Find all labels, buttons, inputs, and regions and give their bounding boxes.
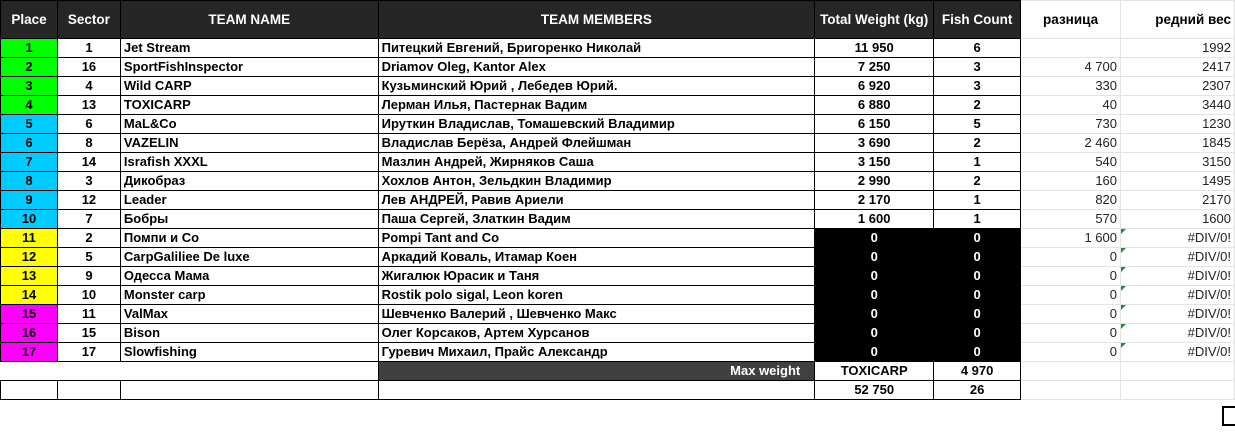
place-cell[interactable]: 17 [1,343,58,362]
header-avg-weight[interactable]: редний вес [1121,1,1235,39]
team-members-cell[interactable]: Хохлов Антон, Зельдкин Владимир [378,172,815,191]
header-row [1,1,1235,39]
total-weight-cell[interactable]: 0 [815,267,934,286]
error-indicator-icon [1121,305,1126,310]
table-row [1,210,1235,229]
total-weight-cell[interactable]: 6 880 [815,96,934,115]
avg-weight-cell[interactable] [1121,58,1235,77]
total-weight-cell[interactable]: 7 250 [815,58,934,77]
avg-weight-cell[interactable] [1121,115,1235,134]
header-sector[interactable]: Sector [57,1,120,39]
avg-weight-value: 2417 [1202,59,1231,74]
difference-cell[interactable] [1021,96,1121,115]
team-name-cell[interactable]: CarpGaliliee De luxe [120,248,378,267]
avg-weight-value: 1495 [1202,173,1231,188]
place-cell[interactable]: 4 [1,96,58,115]
empty-cell[interactable] [378,381,815,400]
table-row [1,58,1235,77]
difference-value: 730 [1095,116,1118,131]
total-weight-cell[interactable]: 0 [815,286,934,305]
team-members-cell[interactable]: Pompi Tant and Co [378,229,815,248]
team-name-cell[interactable]: Jet Stream [120,39,378,58]
avg-weight-value: 1845 [1202,135,1231,150]
fish-count-cell[interactable]: 1 [934,210,1021,229]
difference-cell[interactable] [1021,77,1121,96]
sector-cell[interactable]: 12 [57,191,120,210]
team-name-cell[interactable]: Slowfishing [120,343,378,362]
avg-weight-cell[interactable] [1121,191,1235,210]
total-weight-cell[interactable]: 0 [815,305,934,324]
place-cell[interactable]: 1 [1,39,58,58]
difference-cell[interactable] [1021,286,1121,305]
difference-value: 1 600 [1084,230,1118,245]
table-row [1,172,1235,191]
sector-cell[interactable]: 11 [57,305,120,324]
avg-weight-cell[interactable] [1121,286,1235,305]
fish-count-cell[interactable]: 5 [934,115,1021,134]
team-name-cell[interactable]: Помпи и Со [120,229,378,248]
team-members-cell[interactable]: Олег Корсаков, Артем Хурсанов [378,324,815,343]
totals-row [1,381,1235,400]
max-weight-value[interactable]: 4 970 [934,362,1021,381]
table-row [1,115,1235,134]
fish-count-cell[interactable]: 0 [934,324,1021,343]
difference-value: 820 [1095,192,1118,207]
avg-weight-value: 3440 [1202,97,1231,112]
empty-cell[interactable] [1,381,58,400]
avg-weight-cell[interactable] [1121,343,1235,362]
difference-value: 540 [1095,154,1118,169]
avg-weight-value: 2170 [1202,192,1231,207]
avg-weight-value: #DIV/0! [1187,344,1231,359]
difference-value: 0 [1109,344,1118,359]
fish-count-cell[interactable]: 1 [934,191,1021,210]
difference-cell[interactable] [1021,172,1121,191]
max-weight-label[interactable]: Max weight [378,362,815,381]
table-row [1,134,1235,153]
place-cell[interactable]: 14 [1,286,58,305]
fish-count-cell[interactable]: 0 [934,343,1021,362]
fish-count-cell[interactable]: 0 [934,248,1021,267]
place-cell[interactable]: 12 [1,248,58,267]
difference-cell[interactable] [1021,210,1121,229]
difference-value: 0 [1109,325,1118,340]
place-cell[interactable]: 9 [1,191,58,210]
fish-count-cell[interactable]: 3 [934,77,1021,96]
team-name-cell[interactable]: Одесса Мама [120,267,378,286]
sector-cell[interactable]: 3 [57,172,120,191]
place-cell[interactable]: 6 [1,134,58,153]
error-indicator-icon [1121,248,1126,253]
empty-cell[interactable] [1021,381,1121,400]
difference-value: 2 460 [1084,135,1118,150]
team-name-cell[interactable]: Бобры [120,210,378,229]
total-weight-sum[interactable]: 52 750 [815,381,934,400]
team-name-cell[interactable]: Leader [120,191,378,210]
team-name-cell[interactable]: Monster carp [120,286,378,305]
fish-count-cell[interactable]: 1 [934,153,1021,172]
team-members-cell[interactable]: Rostik polo sigal, Leon koren [378,286,815,305]
place-cell[interactable]: 16 [1,324,58,343]
avg-weight-value: #DIV/0! [1187,325,1231,340]
team-name-cell[interactable]: TOXICARP [120,96,378,115]
total-weight-cell[interactable]: 6 150 [815,115,934,134]
difference-cell[interactable] [1021,324,1121,343]
max-weight-team[interactable]: TOXICARP [815,362,934,381]
sector-cell[interactable]: 7 [57,210,120,229]
difference-value: 330 [1095,78,1118,93]
blank-cell-b[interactable] [57,362,120,381]
fish-count-cell[interactable]: 6 [934,39,1021,58]
difference-cell[interactable] [1021,229,1121,248]
team-members-cell[interactable]: Питецкий Евгений, Бригоренко Николай [378,39,815,58]
difference-value: 0 [1109,287,1118,302]
total-weight-cell[interactable]: 2 990 [815,172,934,191]
difference-cell[interactable] [1021,58,1121,77]
avg-weight-value: 3150 [1202,154,1231,169]
team-name-cell[interactable]: ValMax [120,305,378,324]
header-difference[interactable]: разница [1021,1,1121,39]
team-name-cell[interactable]: VAZELIN [120,134,378,153]
fish-count-cell[interactable]: 2 [934,172,1021,191]
max-weight-row [1,362,1235,381]
header-team-name[interactable]: TEAM NAME [120,1,378,39]
avg-weight-value: 1230 [1202,116,1231,131]
team-members-cell[interactable]: Ируткин Владислав, Томашевский Владимир [378,115,815,134]
fish-count-cell[interactable]: 0 [934,305,1021,324]
total-weight-cell[interactable]: 3 690 [815,134,934,153]
error-indicator-icon [1121,229,1126,234]
blank-cell-a[interactable] [1,362,58,381]
table-row [1,248,1235,267]
difference-cell[interactable] [1021,134,1121,153]
difference-value: 160 [1095,173,1118,188]
sector-cell[interactable]: 5 [57,248,120,267]
empty-cell[interactable] [1021,362,1121,381]
sector-cell[interactable]: 17 [57,343,120,362]
avg-weight-cell[interactable] [1121,305,1235,324]
difference-cell[interactable] [1021,267,1121,286]
fish-count-cell[interactable]: 0 [934,286,1021,305]
difference-value: 0 [1109,249,1118,264]
difference-value: 0 [1109,268,1118,283]
total-weight-cell[interactable]: 2 170 [815,191,934,210]
avg-weight-value: #DIV/0! [1187,306,1231,321]
team-name-cell[interactable]: Bison [120,324,378,343]
blank-cell-c[interactable] [120,362,378,381]
total-weight-cell[interactable]: 0 [815,324,934,343]
header-fish-count[interactable]: Fish Count [934,1,1021,39]
avg-weight-cell[interactable] [1121,153,1235,172]
place-cell[interactable]: 13 [1,267,58,286]
sector-cell[interactable]: 16 [57,58,120,77]
team-members-cell[interactable]: Аркадий Коваль, Итамар Коен [378,248,815,267]
team-name-cell[interactable]: SportFishInspector [120,58,378,77]
avg-weight-value: #DIV/0! [1187,287,1231,302]
team-members-cell[interactable]: Паша Сергей, Златкин Вадим [378,210,815,229]
place-cell[interactable]: 3 [1,77,58,96]
sector-cell[interactable]: 15 [57,324,120,343]
team-members-cell[interactable]: Жигалюк Юрасик и Таня [378,267,815,286]
empty-cell[interactable] [120,381,378,400]
avg-weight-cell[interactable] [1121,229,1235,248]
sector-cell[interactable]: 13 [57,96,120,115]
header-place[interactable]: Place [1,1,58,39]
sector-cell[interactable]: 1 [57,39,120,58]
avg-weight-value: 1600 [1202,211,1231,226]
team-name-cell[interactable]: Israfish XXXL [120,153,378,172]
avg-weight-value: #DIV/0! [1187,249,1231,264]
avg-weight-cell[interactable] [1121,77,1235,96]
total-weight-cell[interactable]: 1 600 [815,210,934,229]
sector-cell[interactable]: 8 [57,134,120,153]
table-row [1,96,1235,115]
difference-cell[interactable] [1021,115,1121,134]
table-row [1,343,1235,362]
error-indicator-icon [1121,343,1126,348]
table-row [1,324,1235,343]
difference-cell[interactable] [1021,191,1121,210]
sector-cell[interactable]: 14 [57,153,120,172]
error-indicator-icon [1121,324,1126,329]
place-cell[interactable]: 15 [1,305,58,324]
cell-selection-marker [1222,406,1235,426]
total-weight-cell[interactable]: 0 [815,343,934,362]
sector-cell[interactable]: 10 [57,286,120,305]
total-weight-cell[interactable]: 3 150 [815,153,934,172]
avg-weight-value: #DIV/0! [1187,268,1231,283]
fish-count-cell[interactable]: 0 [934,267,1021,286]
avg-weight-value: #DIV/0! [1187,230,1231,245]
team-members-cell[interactable]: Шевченко Валерий , Шевченко Макс [378,305,815,324]
avg-weight-cell[interactable] [1121,210,1235,229]
fish-count-cell[interactable]: 0 [934,229,1021,248]
sector-cell[interactable]: 4 [57,77,120,96]
error-indicator-icon [1121,286,1126,291]
total-weight-cell[interactable]: 11 950 [815,39,934,58]
team-members-cell[interactable]: Кузьминский Юрий , Лебедев Юрий. [378,77,815,96]
table-row [1,77,1235,96]
table-row [1,229,1235,248]
difference-cell[interactable] [1021,343,1121,362]
error-indicator-icon [1121,267,1126,272]
team-members-cell[interactable]: Гуревич Михаил, Прайс Александр [378,343,815,362]
difference-cell[interactable] [1021,39,1121,58]
difference-value: 570 [1095,211,1118,226]
total-weight-cell[interactable]: 6 920 [815,77,934,96]
total-weight-cell[interactable]: 0 [815,248,934,267]
difference-cell[interactable] [1021,248,1121,267]
table-row [1,267,1235,286]
sector-cell[interactable]: 9 [57,267,120,286]
difference-cell[interactable] [1021,153,1121,172]
avg-weight-cell[interactable] [1121,39,1235,58]
place-cell[interactable]: 8 [1,172,58,191]
team-name-cell[interactable]: MaL&Co [120,115,378,134]
team-members-cell[interactable]: Владислав Берёза, Андрей Флейшман [378,134,815,153]
team-members-cell[interactable]: Лерман Илья, Пастернак Вадим [378,96,815,115]
sector-cell[interactable]: 2 [57,229,120,248]
avg-weight-value: 1992 [1202,40,1231,55]
avg-weight-cell[interactable] [1121,248,1235,267]
sector-cell[interactable]: 6 [57,115,120,134]
avg-weight-cell[interactable] [1121,267,1235,286]
header-total-weight[interactable]: Total Weight (kg) [815,1,934,39]
difference-cell[interactable] [1021,305,1121,324]
table-row [1,39,1235,58]
place-cell[interactable]: 10 [1,210,58,229]
empty-cell[interactable] [57,381,120,400]
team-members-cell[interactable]: Мазлин Андрей, Жирняков Саша [378,153,815,172]
table-row [1,153,1235,172]
difference-value: 4 700 [1084,59,1118,74]
team-members-cell[interactable]: Driamov Oleg, Kantor Alex [378,58,815,77]
empty-cell[interactable] [1121,362,1235,381]
difference-value: 40 [1102,97,1118,112]
header-team-members[interactable]: TEAM MEMBERS [378,1,815,39]
avg-weight-cell[interactable] [1121,172,1235,191]
avg-weight-cell[interactable] [1121,134,1235,153]
team-members-cell[interactable]: Лев АНДРЕЙ, Равив Ариели [378,191,815,210]
fish-count-cell[interactable]: 2 [934,96,1021,115]
total-weight-cell[interactable]: 0 [815,229,934,248]
avg-weight-value: 2307 [1202,78,1231,93]
place-cell[interactable]: 5 [1,115,58,134]
avg-weight-cell[interactable] [1121,324,1235,343]
table-row [1,191,1235,210]
avg-weight-cell[interactable] [1121,96,1235,115]
place-cell[interactable]: 2 [1,58,58,77]
total-count-sum[interactable]: 26 [934,381,1021,400]
fish-count-cell[interactable]: 3 [934,58,1021,77]
table-row [1,305,1235,324]
place-cell[interactable]: 11 [1,229,58,248]
place-cell[interactable]: 7 [1,153,58,172]
team-name-cell[interactable]: Дикобраз [120,172,378,191]
team-name-cell[interactable]: Wild CARP [120,77,378,96]
empty-cell[interactable] [1121,381,1235,400]
fish-count-cell[interactable]: 2 [934,134,1021,153]
table-row [1,286,1235,305]
difference-value: 0 [1109,306,1118,321]
